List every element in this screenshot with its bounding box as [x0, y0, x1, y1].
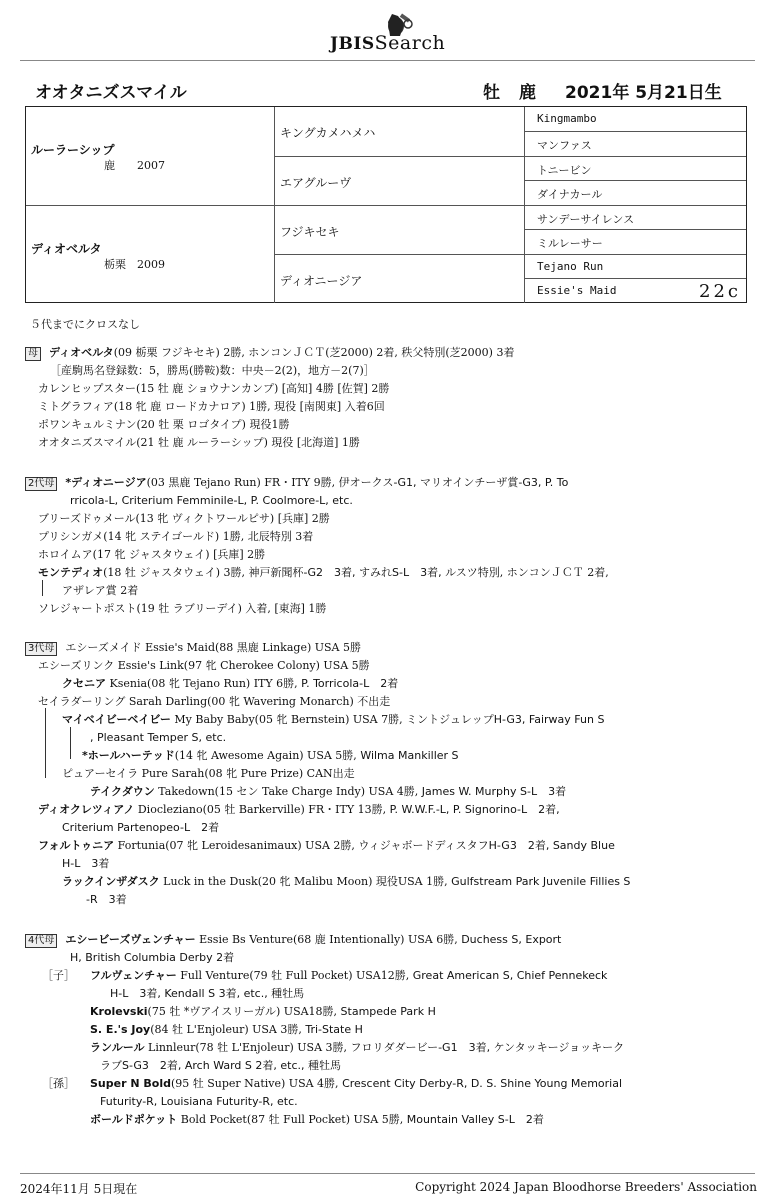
sec3-l7-wins: Wilma Mankiller S: [360, 749, 459, 762]
sec4-line8: ラブS-G3 2着, Arch Ward S 2着, etc., 種牡馬: [100, 1059, 342, 1072]
sec4-l7-text: Linnleur(78 牡 L'Enjoleur) USA 3勝,: [144, 1041, 351, 1054]
cross-note: ５代までにクロスなし: [30, 318, 140, 331]
dam-link[interactable]: ディオベルタ: [49, 346, 114, 359]
dss-cell: [525, 205, 746, 229]
sds-cell: [525, 156, 746, 180]
dam-info: 栃栗 2009: [104, 258, 165, 271]
luckinthedusk-link[interactable]: ラックインザダスク: [62, 875, 160, 888]
mybabybaby-link[interactable]: マイベイビーベイビー: [62, 713, 171, 726]
sec4-line10: Futurity-R, Louisiana Futurity-R, etc.: [100, 1095, 298, 1108]
sss-name[interactable]: Kingmambo: [537, 112, 597, 125]
sec4-l5-text: (75 牡 *ヴアイスリーガル) USA18勝,: [147, 1005, 341, 1018]
sec3-l14-wins: Gulfstream Park Juvenile Fillies S: [451, 875, 631, 888]
sec3-line6: , Pleasant Temper S, etc.: [90, 731, 227, 744]
sec3-line9: [90, 785, 566, 799]
sec4-l9-wins: Crescent City Derby-R, D. S. Shine Young Memorial: [342, 1077, 623, 1090]
sec4-line6: [90, 1023, 363, 1037]
wholehearted-link[interactable]: *ホールハーテッド: [82, 749, 175, 762]
sec2-l6-text: (18 牡 ジャスタウェイ) 3勝,: [103, 566, 249, 579]
ssd-name[interactable]: マンファス: [537, 139, 592, 152]
dss-name[interactable]: サンデーサイレンス: [537, 213, 635, 226]
sec1-line6: オオタニズスマイル(21 牡 鹿 ルーラーシップ) 現役 [北海道] 1勝: [38, 436, 360, 449]
copyright: Copyright 2024 Japan Bloodhorse Breeders' Association: [415, 1180, 757, 1194]
sec3-line4: セイラダーリング Sarah Darling(00 牝 Wavering Monarch) 不出走: [38, 695, 391, 708]
sec3-line11: Criterium Partenopeo-L 2着: [62, 821, 220, 834]
sire-name[interactable]: ルーラーシップ: [31, 143, 115, 157]
sec2-l1-wins: 伊オークス-G1, マリオインチーザ賞-G3, P. To: [338, 476, 569, 489]
sec3-l14-text: Luck in the Dusk(20 牝 Malibu Moon) 現役USA 1勝,: [159, 875, 452, 888]
ddd-cell: [525, 278, 746, 303]
fullventure-link[interactable]: フルヴェンチャー: [90, 969, 177, 982]
sec4-l1-wins: Duchess S, Export: [461, 933, 562, 946]
sec3-l3-text: Ksenia(08 牝 Tejano Run) ITY 6勝,: [106, 677, 302, 690]
takedown-link[interactable]: テイクダウン: [90, 785, 155, 798]
sec1-line2: ［産駒馬名登録数：5，勝馬(勝鞍)数：中央－2(2)，地方－2(7)］: [50, 364, 375, 377]
sec4-l3-wins: Great American S, Chief Pennekeck: [412, 969, 608, 982]
sec4-line2: H, British Columbia Derby 2着: [70, 951, 235, 964]
sec4-line7: [90, 1041, 624, 1055]
horse-birthdate: 2021年 5月21日生: [565, 83, 722, 103]
sec1-line3: カレンヒップスター(15 牡 鹿 ショウナンカンプ) [高知] 4勝 [佐賀] 2勝: [38, 382, 390, 395]
sec3-l12-wins: ウィジャボードディスタフH-G3 2着, Sandy Blue: [358, 839, 615, 852]
boldpocket-link[interactable]: ボールドポケット: [90, 1113, 178, 1126]
sec3-l7-text: (14 牝 Awesome Again) USA 5勝,: [174, 749, 361, 762]
sec2-line3: ブリーズドゥメール(13 牝 ヴィクトワールピサ) [兵庫] 2勝: [38, 512, 330, 525]
sire-cell: [26, 107, 275, 205]
sds-name[interactable]: トニービン: [537, 164, 592, 177]
ksenia-link[interactable]: クセニア: [62, 677, 106, 690]
sec4-line4: H-L 3着, Kendall S 3着, etc., 種牡馬: [110, 987, 305, 1000]
diocleziano-link[interactable]: ディオクレツィアノ: [38, 803, 135, 816]
sec3-line2: エシーズリンク Essie's Link(97 牝 Cherokee Colony) USA 5勝: [38, 659, 370, 672]
fortunia-link[interactable]: フォルトゥニア: [38, 839, 115, 852]
sec3-l9-wins: James W. Murphy S-L 3着: [421, 785, 567, 798]
dds-cell: [525, 254, 746, 278]
sec3-line14: [62, 875, 630, 889]
as-of-date: 2024年11月 5日現在: [20, 1182, 138, 1196]
sec3-line5: [62, 713, 604, 727]
sec1-tag: 母: [25, 347, 41, 361]
sec2-line7: アザレア賞 2着: [62, 584, 139, 597]
sec4-line11: [90, 1113, 544, 1127]
ss-name[interactable]: キングカメハメハ: [280, 126, 376, 140]
sec2-line2: rricola-L, Criterium Femminile-L, P. Coolmore-L, etc.: [70, 494, 353, 507]
dam-name[interactable]: ディオベルタ: [31, 242, 102, 256]
sec3-line1: [25, 641, 361, 656]
granddam-link[interactable]: *ディオニージア: [65, 476, 147, 489]
sdd-cell: [525, 180, 746, 205]
sec4-l7-wins: フロリダダービー-G1 3着, ケンタッキージョッキーク: [350, 1041, 625, 1054]
logo-text[interactable]: JBISSearch: [330, 32, 446, 54]
sec2-l1-text: (03 黒鹿 Tejano Run) FR・ITY 9勝,: [146, 476, 339, 489]
sec4-l1-text: Essie Bs Venture(68 鹿 Intentionally) USA 6勝,: [195, 933, 462, 946]
header-divider: [20, 60, 755, 61]
tree-line: [42, 580, 43, 596]
sec3-line15: -R 3着: [86, 893, 127, 906]
dsd-name[interactable]: ミルレーサー: [537, 237, 603, 250]
dam-cell: [26, 205, 275, 303]
sec3-line10: [38, 803, 560, 817]
sec2-line5: ホロイムア(17 牝 ジャスタウェイ) [兵庫] 2勝: [38, 548, 266, 561]
ssd-cell: [525, 131, 746, 156]
linnleur-link[interactable]: ランルール: [90, 1041, 145, 1054]
sec4-line9: [90, 1077, 622, 1091]
sec1-line5: ポワンキュルミナン(20 牡 栗 ロゴタイプ) 現役1勝: [38, 418, 290, 431]
sec4-l5-wins: Stampede Park H: [340, 1005, 436, 1018]
sec4-tag: 4代母: [25, 934, 57, 948]
sec3-l12-text: Fortunia(07 牝 Leroidesanimaux) USA 2勝,: [114, 839, 359, 852]
krolevski-link[interactable]: Krolevski: [90, 1005, 148, 1018]
ds-name[interactable]: フジキセキ: [280, 225, 340, 239]
sec1-line4: ミトグラフィア(18 牝 鹿 ロードカナロア) 1勝, 現役 [南関東] 入着6回: [38, 400, 385, 413]
horse-color: 鹿: [519, 83, 536, 103]
sec4-l9-text: (95 牡 Super Native) USA 4勝,: [170, 1077, 343, 1090]
sec4-l11-text: Bold Pocket(87 牡 Full Pocket) USA 5勝,: [177, 1113, 407, 1126]
sec3-tag: 3代母: [25, 642, 57, 656]
sec4-l3-text: Full Venture(79 牡 Full Pocket) USA12勝,: [176, 969, 413, 982]
tree-line: [45, 708, 46, 778]
sec3-line13: H-L 3着: [62, 857, 110, 870]
montedio-link[interactable]: モンテディオ: [38, 566, 104, 579]
sec1-l1-text: (09 栃栗 フジキセキ) 2勝, ホンコンＪＣＴ(芝2000) 2着, 秩父特別(芝2000) 3着: [113, 346, 515, 359]
sec4-mago-label: ［孫］: [42, 1077, 75, 1090]
supernbold-link[interactable]: Super N Bold: [90, 1077, 171, 1090]
sec2-l6-wins: 神戸新聞杯-G2 3着, すみれS-L 3着,: [248, 566, 446, 579]
sd-name[interactable]: エアグルーヴ: [280, 176, 352, 190]
horse-sex: 牡: [483, 83, 500, 103]
sec2-line8: ソレジャートポスト(19 牡 ラブリーデイ) 入着, [東海] 1勝: [38, 602, 327, 615]
sec4-ko-label: ［子］: [42, 969, 75, 982]
sec4-line1: [25, 933, 561, 948]
dd-cell: [275, 254, 525, 303]
sec3-line3: [62, 677, 398, 691]
dds-name[interactable]: Tejano Run: [537, 260, 604, 273]
footer-divider: [20, 1173, 755, 1174]
sec3-l5-wins: ミントジュレップH-G3, Fairway Fun S: [406, 713, 605, 726]
essiebsventure-link[interactable]: エシービーズヴェンチャー: [65, 933, 196, 946]
sec3-l3-wins: P. Torricola-L 2着: [301, 677, 399, 690]
sec3-l10-wins: P. W.W.F.-L, P. Signorino-L 2着,: [389, 803, 560, 816]
sec2-line6: [38, 566, 609, 580]
sec1-line1: [25, 346, 514, 361]
horse-name: オオタニズスマイル: [35, 83, 187, 103]
ss-cell: [275, 107, 525, 156]
ddd-name[interactable]: Essie's Maid: [537, 284, 617, 297]
sec3-l10-text: Diocleziano(05 牡 Barkerville) FR・ITY 13勝,: [134, 803, 390, 816]
sec4-line3: [90, 969, 607, 983]
sec4-line5: [90, 1005, 436, 1019]
sire-info: 鹿 2007: [104, 159, 165, 172]
sec4-l11-wins: Mountain Valley S-L 2着: [406, 1113, 544, 1126]
sec3-line12: [38, 839, 615, 853]
sec3-l9-text: Takedown(15 セン Take Charge Indy) USA 4勝,: [154, 785, 422, 798]
dsd-cell: [525, 229, 746, 254]
sec2-line1: [25, 476, 568, 491]
pedigree-table: [25, 106, 747, 303]
tree-line: [70, 727, 71, 759]
sdd-name[interactable]: ダイナカール: [537, 188, 603, 201]
dd-name[interactable]: ディオニージア: [280, 274, 363, 288]
sec2-l6-more: ルスツ特別, ホンコンＪＣＴ 2着,: [445, 566, 609, 579]
family-number: 22c: [699, 281, 741, 302]
sec2-line4: プリシンガメ(14 牝 ステイゴールド) 1勝, 北辰特別 3着: [38, 530, 314, 543]
sec4-l6-text: (84 牡 L'Enjoleur) USA 3勝,: [150, 1023, 306, 1036]
sd-cell: [275, 156, 525, 205]
sec3-l5-text: My Baby Baby(05 牝 Bernstein) USA 7勝,: [170, 713, 407, 726]
sec2-tag: 2代母: [25, 477, 57, 491]
sesjoy-link[interactable]: S. E.'s Joy: [90, 1023, 151, 1036]
sec4-l6-wins: Tri-State H: [305, 1023, 363, 1036]
ds-cell: [275, 205, 525, 254]
sec3-line8: ピュアーセイラ Pure Sarah(08 牝 Pure Prize) CAN出走: [62, 767, 355, 780]
sec3-l1-text: エシーズメイド Essie's Maid(88 黒鹿 Linkage) USA 5勝: [65, 641, 361, 654]
sss-cell: [525, 107, 746, 131]
sec3-line7: [82, 749, 459, 763]
